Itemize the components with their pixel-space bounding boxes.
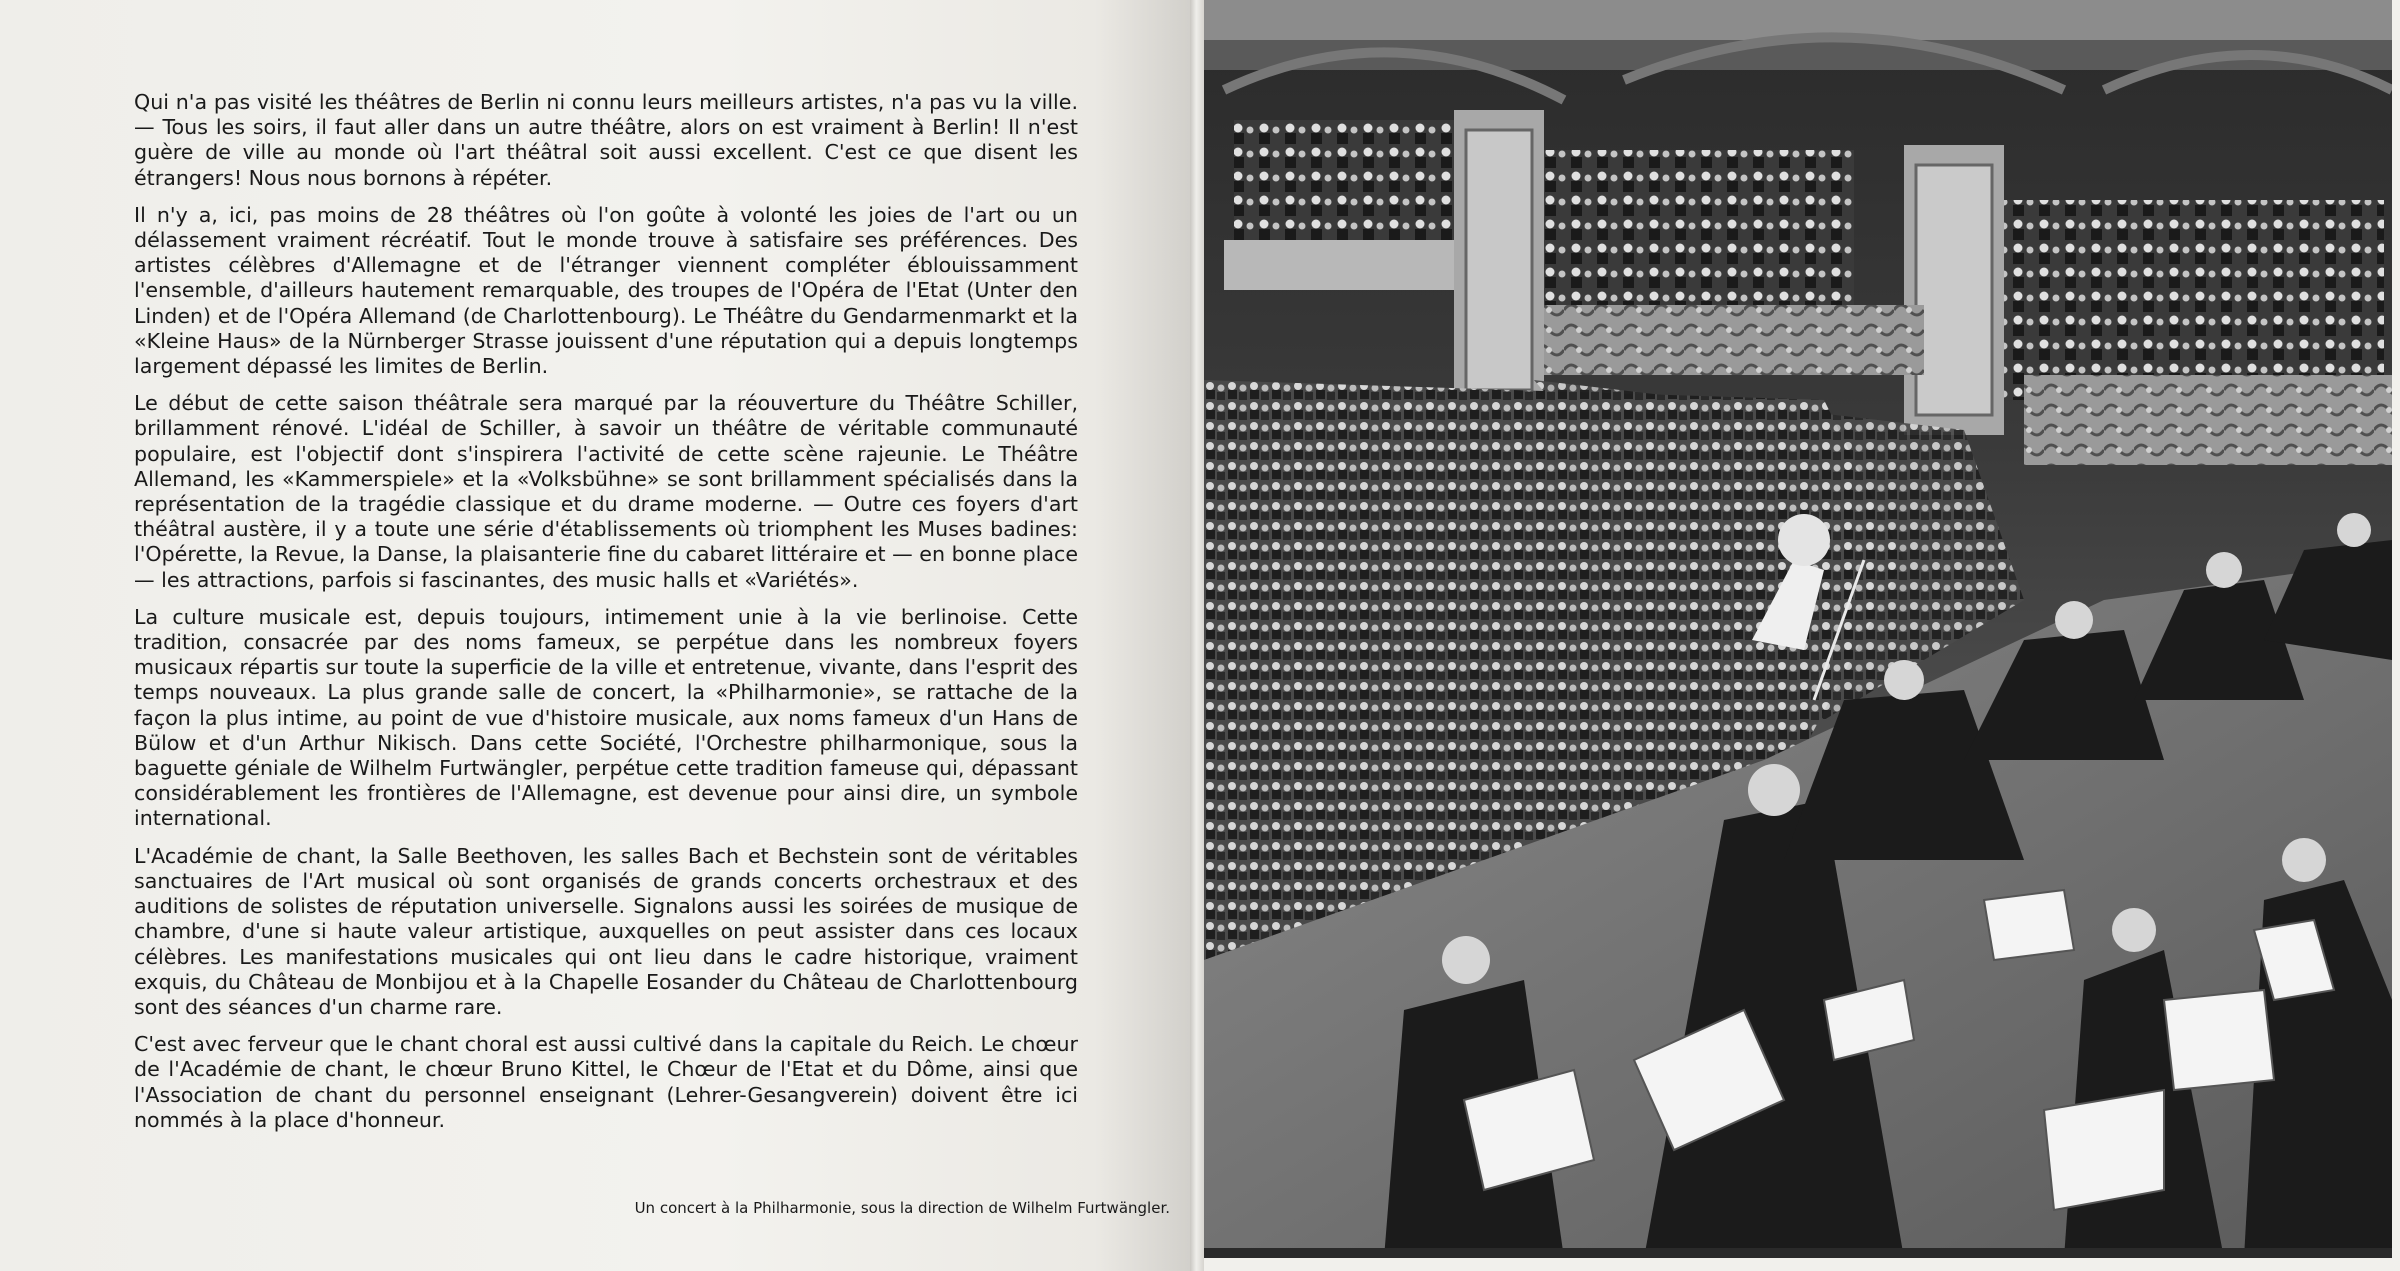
paragraph-theatre-season: Le début de cette saison théâtrale sera marqué par la réouverture du Théâtre Schiller, brillamment rénové. L'idéal de Schiller, à savoir un théâtre de véritable communauté populaire, est l'objectif dont s'inspirera l'activité de cette scène rajeunie. Le Théâtre Allemand, les «Kammerspiele» et la «Volksbühne» se sont brillamment spécialisés dans la représentation de la tragédie classique et du drame moderne. — Outre ces foyers d'art théâtral austère, il y a toute une série d'établissements où triomphent les Muses badines: l'Opérette, la Revue, la Danse, la plaisanterie fine du cabaret littéraire et — en bonne place — les attractions, parfois si fascinantes, des music halls et «Variétés». <box>134 391 1078 592</box>
paragraph-musical-culture: La culture musicale est, depuis toujours, intimement unie à la vie berlinoise. Cette tradition, consacrée par des noms fameux, se perpétue dans les nombreux foyers musicaux répartis sur toute la superficie de la ville et entretenue, vivante, dans l'esprit des temps nouveaux. La plus grande salle de concert, la «Philharmonie», se rattache de la façon la plus intime, au point de vue d'histoire musicale, aux noms fameux d'un Hans de Bülow et d'un Arthur Nikisch. Dans cette Société, l'Orchestre philharmonique, sous la baguette géniale de Wilhelm Furtwängler, perpétue cette tradition fameuse qui, dépassant considérablement les frontières de l'Allemagne, est devenue pour ainsi dire, un symbole international. <box>134 604 1078 831</box>
photo-caption: Un concert à la Philharmonie, sous la direction de Wilhelm Furtwängler. <box>634 1199 1170 1217</box>
paragraph-concert-halls: L'Académie de chant, la Salle Beethoven, les salles Bach et Bechstein sont de véritables sanctuaires de l'Art musical où sont organisés de grands concerts orchestraux et des auditions de solistes de réputation universelle. Signalons aussi les soirées de musique de chambre, d'une si haute valeur artistique, auxquelles on peut assister dans ces locaux célèbres. Les manifestations musicales qui ont lieu dans le cadre historique, vraiment exquis, du Château de Monbijou et à la Chapelle Eosander du Château de Charlottenbourg sont des séances d'un charme rare. <box>134 843 1078 1019</box>
photo-page <box>1204 0 2400 1271</box>
paragraph-theatres-count: Il n'y a, ici, pas moins de 28 théâtres où l'on goûte à volonté les joies de l'art ou un délassement vraiment récréatif. Tout le monde trouve à satisfaire ses préférences. Des artistes célèbres d'Allemagne et de l'étranger viennent compléter éblouissamment l'ensemble, d'ailleurs hautement remarquable, des troupes de l'Opéra de l'Etat (Unter den Linden) et de l'Opéra Allemand (de Charlottenbourg). Le Théâtre du Gendarmenmarkt et la «Kleine Haus» de la Nürnberger Strasse jouissent d'une réputation qui a depuis longtemps largement dépassé les limites de Berlin. <box>134 202 1078 379</box>
paragraph-choral-singing: C'est avec ferveur que le chant choral est aussi cultivé dans la capitale du Reich. Le chœur de l'Académie de chant, le chœur Bruno Kittel, le Chœur de l'Etat et du Dôme, ainsi que l'Association de chant du personnel enseignant (Lehrer-Gesangverein) doivent être ici nommés à la place d'honneur. <box>134 1032 1078 1132</box>
page-gutter <box>1190 0 1204 1271</box>
philharmonie-concert-photo <box>1204 0 2392 1258</box>
body-text <box>134 90 1078 1145</box>
text-page <box>0 0 1190 1271</box>
paragraph-theatres-intro: Qui n'a pas visité les théâtres de Berlin ni connu leurs meilleurs artistes, n'a pas vu la ville. — Tous les soirs, il faut aller dans un autre théâtre, alors on est vraiment à Berlin! Il n'est guère de ville au monde où l'art théâtral soit aussi excellent. C'est ce que disent les étrangers! Nous nous bornons à répéter. <box>134 90 1078 190</box>
